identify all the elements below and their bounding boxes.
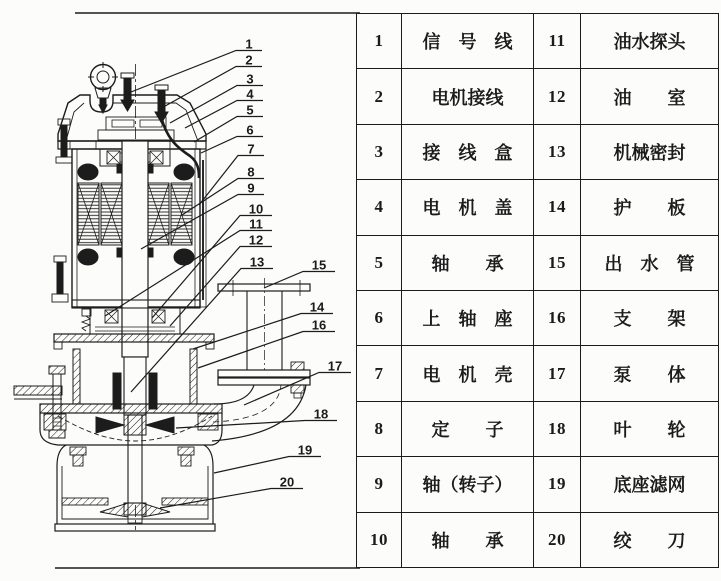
- part-name-cell: 定 子: [402, 401, 534, 456]
- callout-number: 20: [279, 474, 295, 490]
- part-number-cell: 5: [357, 235, 402, 290]
- part-number-cell: 19: [534, 457, 581, 512]
- callout-number: 2: [245, 52, 253, 68]
- part-name-cell: 护 板: [581, 180, 719, 235]
- part-name-cell: 支 架: [581, 290, 719, 345]
- part-number-cell: 8: [357, 401, 402, 456]
- callout-number: 9: [247, 180, 255, 196]
- part-name-cell: 绞 刀: [581, 512, 719, 567]
- table-row: [357, 457, 719, 512]
- table-row: [357, 401, 719, 456]
- table-row: [357, 69, 719, 124]
- part-name-cell: 电机接线: [402, 69, 534, 124]
- callout-number: 18: [313, 406, 329, 422]
- part-number-cell: 10: [357, 512, 402, 567]
- discharge-pipe: [212, 278, 310, 441]
- part-name-cell: 接 线 盒: [402, 124, 534, 179]
- part-name-cell: 电 机 壳: [402, 346, 534, 401]
- cutter: [100, 503, 170, 523]
- pump-drawing: [14, 37, 351, 532]
- callout-number: 10: [248, 201, 264, 217]
- callout-number: 14: [309, 299, 325, 315]
- callout-number: 12: [248, 232, 264, 248]
- part-number-cell: 17: [534, 346, 581, 401]
- part-name-cell: 出 水 管: [581, 235, 719, 290]
- part-name-cell: 电 机 盖: [402, 180, 534, 235]
- part-number-cell: 16: [534, 290, 581, 345]
- part-name-cell: 轴（转子）: [402, 457, 534, 512]
- part-number-cell: 20: [534, 512, 581, 567]
- callout-number: 1: [245, 36, 253, 52]
- part-name-cell: 轴 承: [402, 235, 534, 290]
- part-name-cell: 底座滤网: [581, 457, 719, 512]
- callout-number: 16: [311, 317, 327, 333]
- part-number-cell: 3: [357, 124, 402, 179]
- part-number-cell: 15: [534, 235, 581, 290]
- table-row: [357, 512, 719, 567]
- impeller: [96, 417, 124, 433]
- lifting-ring: [88, 62, 118, 113]
- callout-number: 11: [249, 216, 263, 232]
- table-row: [357, 14, 719, 69]
- callout-number: 13: [249, 254, 265, 270]
- callout-number: 17: [327, 358, 343, 374]
- part-number-cell: 14: [534, 180, 581, 235]
- table-row: [357, 235, 719, 290]
- part-number-cell: 4: [357, 180, 402, 235]
- callout-number: 8: [247, 164, 255, 180]
- part-number-cell: 12: [534, 69, 581, 124]
- callout-number: 6: [246, 122, 254, 138]
- table-row: [357, 180, 719, 235]
- part-name-cell: 机械密封: [581, 124, 719, 179]
- callout-number: 19: [297, 442, 313, 458]
- table-row: [357, 290, 719, 345]
- callout-number: 4: [246, 86, 254, 102]
- part-number-cell: 18: [534, 401, 581, 456]
- part-name-cell: 泵 体: [581, 346, 719, 401]
- part-name-cell: 油水探头: [581, 14, 719, 69]
- part-name-cell: 轴 承: [402, 512, 534, 567]
- part-number-cell: 1: [357, 14, 402, 69]
- part-name-cell: 油 室: [581, 69, 719, 124]
- parts-table: [356, 13, 719, 568]
- callout-number: 15: [311, 257, 327, 273]
- part-name-cell: 上 轴 座: [402, 290, 534, 345]
- part-number-cell: 6: [357, 290, 402, 345]
- part-number-cell: 11: [534, 14, 581, 69]
- table-row: [357, 124, 719, 179]
- part-name-cell: 叶 轮: [581, 401, 719, 456]
- part-number-cell: 9: [357, 457, 402, 512]
- callout-number: 7: [247, 141, 255, 157]
- callout-number: 3: [246, 71, 254, 87]
- part-number-cell: 13: [534, 124, 581, 179]
- part-number-cell: 7: [357, 346, 402, 401]
- part-number-cell: 2: [357, 69, 402, 124]
- table-row: [357, 346, 719, 401]
- frame-rules: [55, 13, 360, 568]
- part-name-cell: 信 号 线: [402, 14, 534, 69]
- callout-number: 5: [246, 102, 254, 118]
